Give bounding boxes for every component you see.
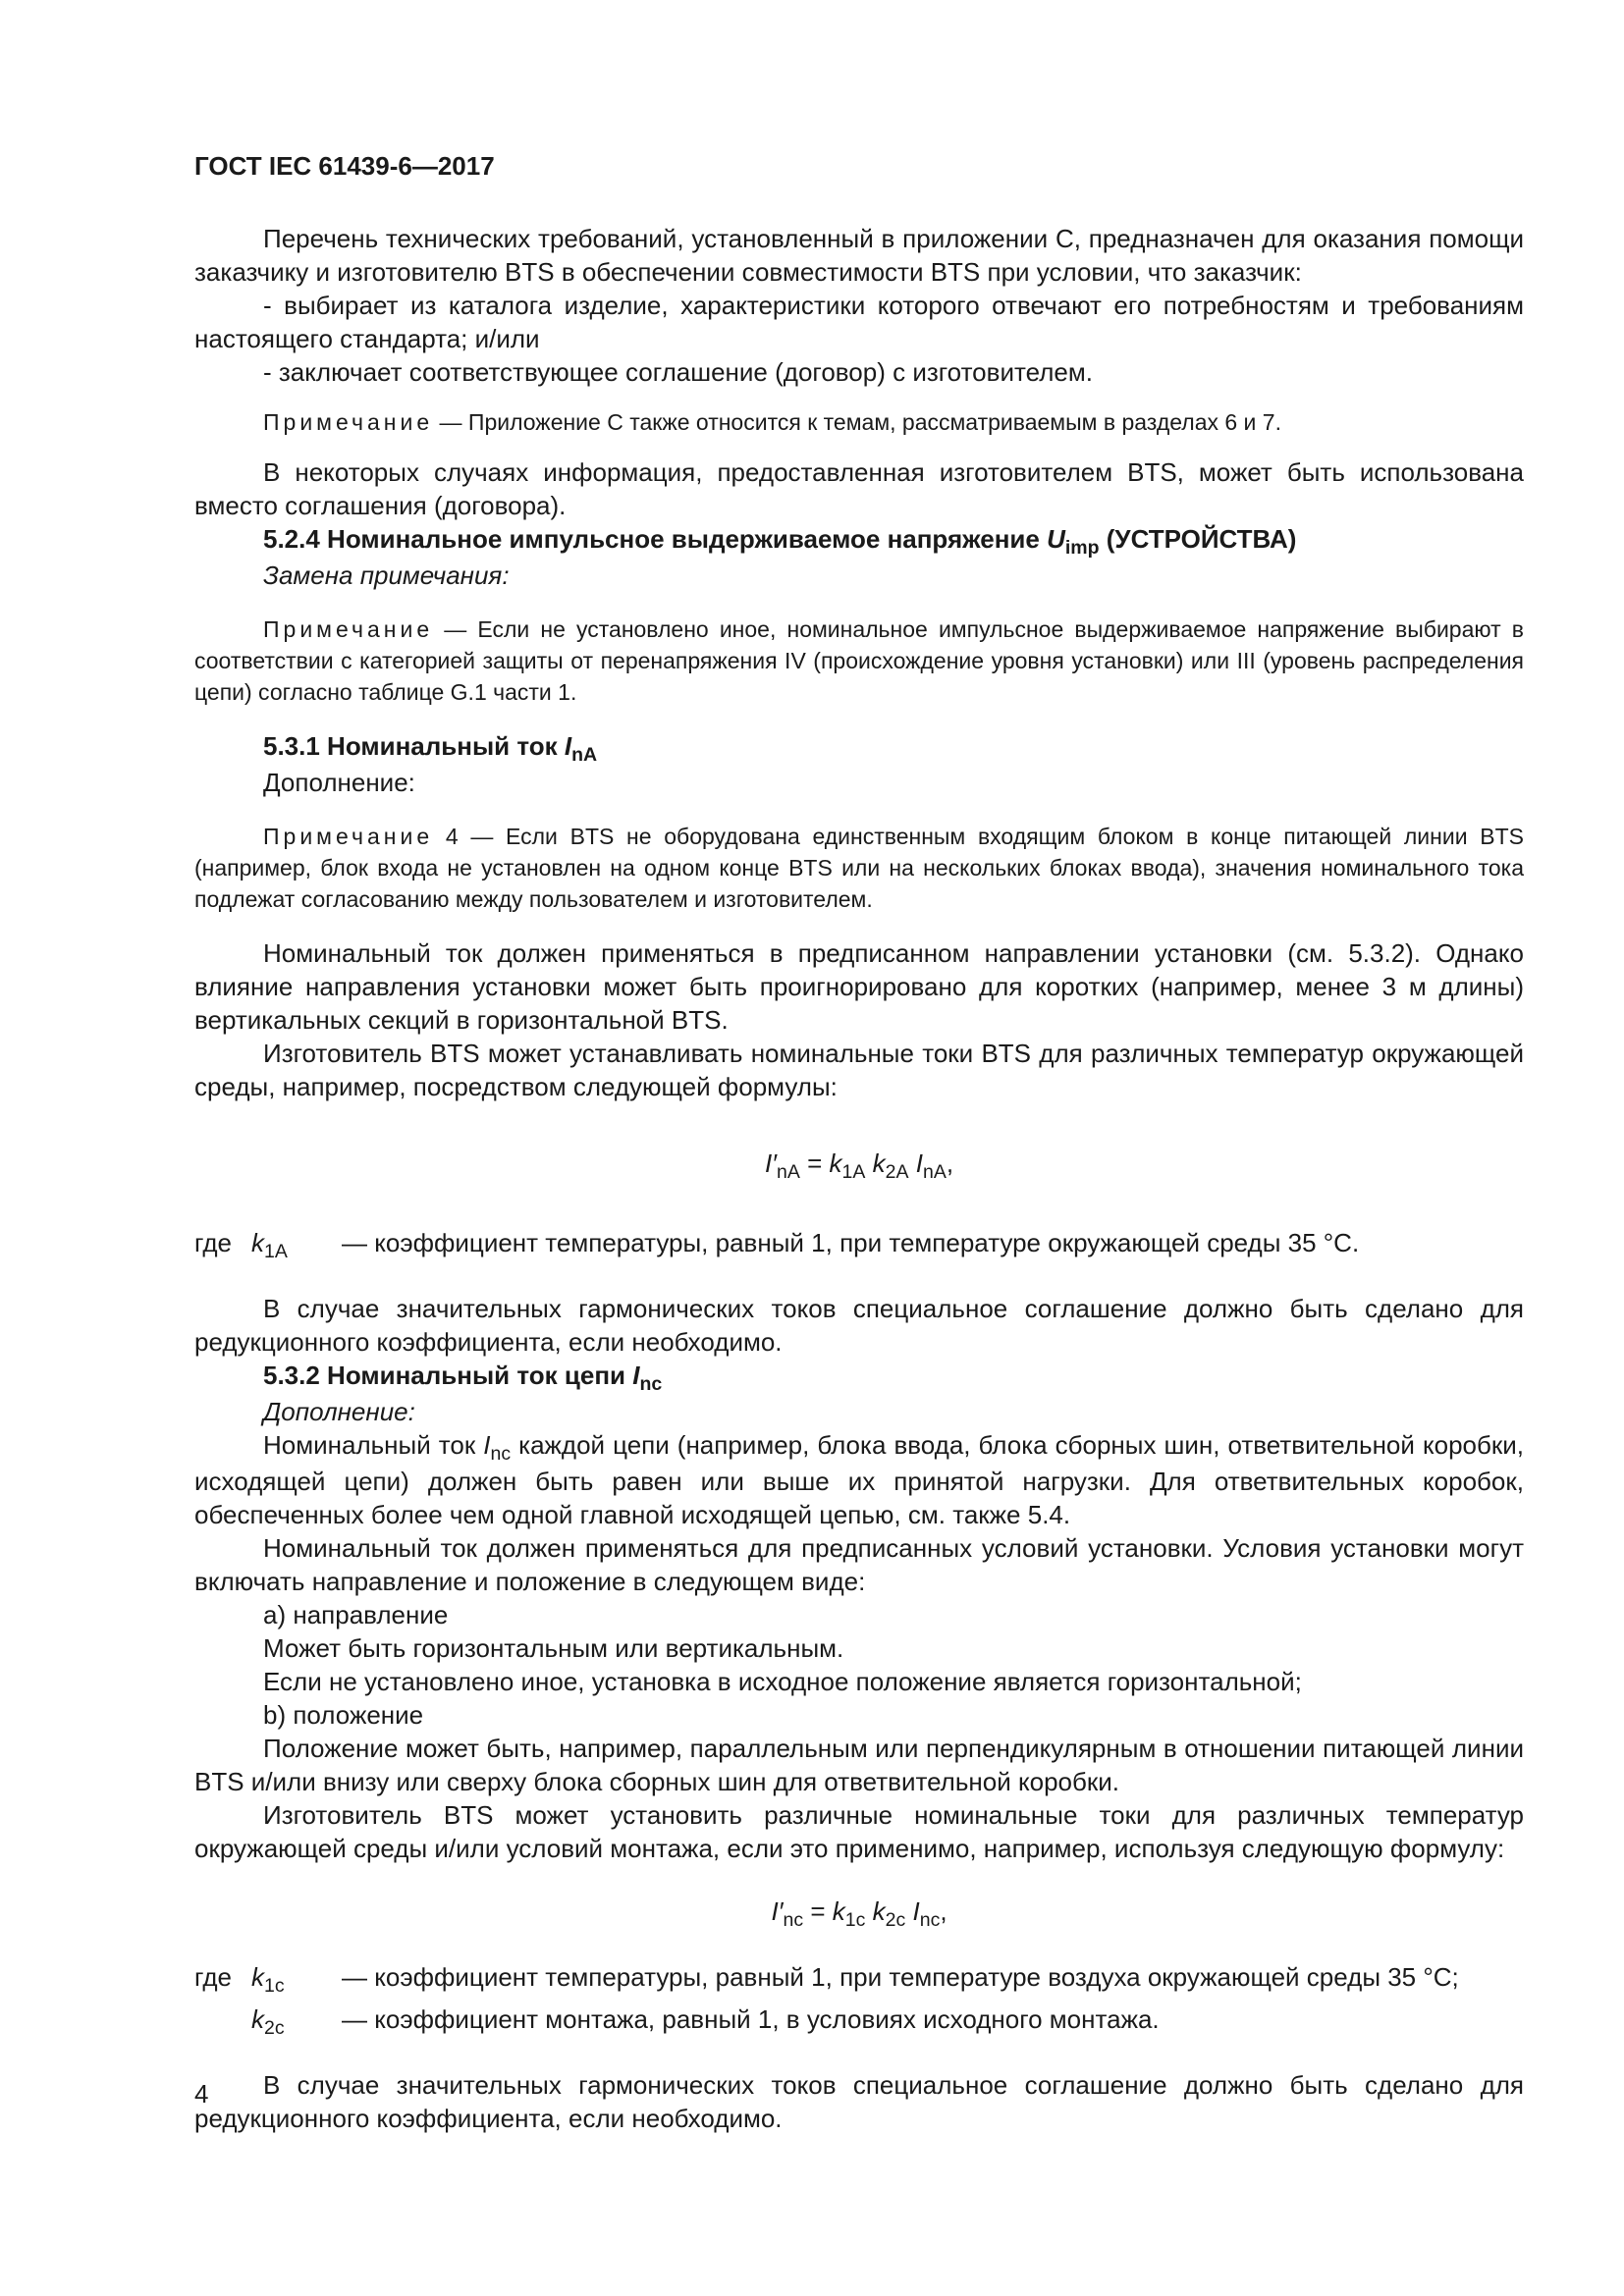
note-1 [194, 406, 1524, 438]
section-lead: Дополнение: [263, 1397, 415, 1426]
list-item-a: а) направление [263, 1600, 449, 1629]
symbol-sub: 2c [264, 2016, 285, 2039]
symbol-sub: nc [490, 1442, 512, 1465]
formula-1: $I'_{nA} = k_{1A}$ $k_{2A}$ $I_{nA}$, [764, 1148, 954, 1183]
section-heading-531 [263, 729, 1524, 766]
list-item: - заключает соответствующее соглашение (договор) с изготовителем. [263, 357, 1093, 387]
section-lead: Дополнение: [263, 768, 415, 797]
document-body [194, 222, 1524, 2135]
formula-sub: 1A [841, 1160, 866, 1183]
section-heading-524 [263, 522, 1524, 559]
list-item-a-text: Может быть горизонтальным или вертикальным. [263, 1633, 844, 1663]
symbol-i: I [632, 1361, 640, 1390]
symbol-u: U [1047, 524, 1065, 554]
note-text: — Если не установлено иное, номинальное импульсное выдерживаемое напряжение выбирают в соответствии с категорией защиты от перенапряжения IV (происхождение уровня установки) или III (уровень распределения цепи) согласно таблице G.1 части 1. [194, 616, 1524, 705]
where-text: — коэффициент монтажа, равный 1, в условиях исходного монтажа. [342, 2004, 1160, 2034]
list-item-b-text: Положение может быть, например, параллельным или перпендикулярным в отношении питающей линии BTS и/или внизу или сверху блока сборных шин для ответвительной коробки. [194, 1734, 1524, 1796]
formula-symbol: I′ [771, 1896, 784, 1926]
where-symbol [251, 2002, 342, 2039]
heading-text: 5.2.4 Номинальное импульсное выдерживаемое напряжение [263, 524, 1048, 554]
paragraph-manufacturer-2: Изготовитель BTS может установить различные номинальные токи для различных температур окружающей среды и/или условий монтажа, если это применимо, например, используя следующую формулу: [194, 1800, 1524, 1863]
formula-sub: nA [922, 1160, 947, 1183]
where-label: где [194, 1962, 232, 1992]
document-code-header: ГОСТ IEC 61439-6—2017 [194, 151, 495, 181]
formula-sub: 2c [885, 1908, 906, 1931]
where-text: — коэффициент температуры, равный 1, при температуре воздуха окружающей среды 35 °С; [342, 1962, 1459, 1992]
symbol-k: k [251, 1228, 264, 1257]
paragraph-circuit-current [194, 1428, 1524, 1531]
note-label: Примечание [263, 616, 434, 642]
symbol-k: k [251, 1962, 264, 1992]
paragraph-info: В некоторых случаях информация, предоставленная изготовителем BTS, может быть использована вместо соглашения (договора). [194, 457, 1524, 520]
list-item-a-text: Если не установлено иное, установка в исходное положение является горизонтальной; [263, 1667, 1302, 1696]
paragraph-manufacturer: Изготовитель BTS может устанавливать номинальные токи BTS для различных температур окружающей среды, например, посредством следующей формулы: [194, 1039, 1524, 1101]
where-text: — коэффициент температуры, равный 1, при температуре окружающей среды 35 °С. [342, 1228, 1360, 1257]
note-label: Примечание [263, 409, 434, 435]
paragraph-harmonics-2: В случае значительных гармонических токов специальное соглашение должно быть сделано для редукционного коэффициента, если необходимо. [194, 2070, 1524, 2133]
section-lead: Замена примечания: [263, 561, 510, 590]
symbol-sub: 1c [264, 1974, 285, 1997]
formula-symbol: k [872, 1148, 886, 1178]
formula-symbol: I′ [764, 1148, 778, 1178]
symbol-k: k [251, 2004, 264, 2034]
heading-text: 5.3.2 Номинальный ток цепи [263, 1361, 633, 1390]
page-number: 4 [194, 2079, 209, 2109]
formula-symbol: I [915, 1148, 923, 1178]
note-label: Примечание [263, 824, 434, 849]
formula-sub: nA [777, 1160, 800, 1183]
formula-2: $I'_{nc} = k_{1c}$ $k_{2c}$ $I_{nc}$, [771, 1896, 947, 1931]
formula-symbol: k [832, 1896, 845, 1926]
where-label: где [194, 1228, 232, 1257]
formula-symbol: k [872, 1896, 886, 1926]
formula-symbol: k [829, 1148, 842, 1178]
symbol-sub: nA [571, 743, 598, 766]
heading-text: 5.3.1 Номинальный ток [263, 731, 565, 761]
symbol-sub: nc [639, 1372, 663, 1395]
formula-sub: nc [783, 1908, 804, 1931]
paragraph-harmonics: В случае значительных гармонических токов специальное соглашение должно быть сделано для редукционного коэффициента, если необходимо. [194, 1294, 1524, 1357]
list-item: - выбирает из каталога изделие, характеристики которого отвечают его потребностям и требованиям настоящего стандарта; и/или [194, 291, 1524, 353]
where-line [194, 1960, 1524, 1997]
heading-suffix: (УСТРОЙСТВА) [1099, 524, 1297, 554]
symbol-sub: 1A [264, 1240, 288, 1262]
formula-symbol: I [912, 1896, 920, 1926]
note-text: — Приложение C также относится к темам, рассматриваемым в разделах 6 и 7. [433, 409, 1281, 435]
where-line [194, 1226, 1524, 1262]
note-2 [194, 614, 1524, 708]
formula-sub: 1c [844, 1908, 866, 1931]
note-4 [194, 821, 1524, 915]
formula-sub: 2A [885, 1160, 909, 1183]
where-line [194, 2002, 1524, 2039]
note-text: 4 — Если BTS не оборудована единственным входящим блоком в конце питающей линии BTS (например, блок входа не установлен на одном конце BTS или на нескольких блоках ввода), значения номинального тока подлежат согласованию между пользователем и изготовителем. [194, 824, 1524, 912]
where-symbol [251, 1960, 342, 1997]
text: каждой цепи (например, блока ввода, блока сборных шин, ответвительной коробки, исходящей цепи) должен быть равен или выше их принятой нагрузки. Для ответвительных коробок, обеспеченных более чем одной главной исходящей цепью, см. также 5.4. [194, 1430, 1525, 1529]
paragraph-conditions: Номинальный ток должен применяться для предписанных условий установки. Условия установки могут включать направление и положение в следующем виде: [194, 1533, 1524, 1596]
symbol-sub: imp [1064, 536, 1100, 559]
text: Номинальный ток [263, 1430, 484, 1460]
symbol-i: I [564, 731, 572, 761]
paragraph-direction: Номинальный ток должен применяться в предписанном направлении установки (см. 5.3.2). Однако влияние направления установки может быть проигнорировано для коротких (например, менее 3 м длины) вертикальных секций в горизонтальной BTS. [194, 938, 1524, 1035]
section-heading-532 [263, 1359, 1524, 1395]
formula-sub: nc [919, 1908, 941, 1931]
list-item-b: b) положение [263, 1700, 424, 1730]
symbol-i: I [483, 1430, 491, 1460]
where-symbol [251, 1226, 342, 1262]
paragraph-requirements: Перечень технических требований, установленный в приложении C, предназначен для оказания помощи заказчику и изготовителю BTS в обеспечении совместимости BTS при условии, что заказчик: [194, 224, 1524, 287]
